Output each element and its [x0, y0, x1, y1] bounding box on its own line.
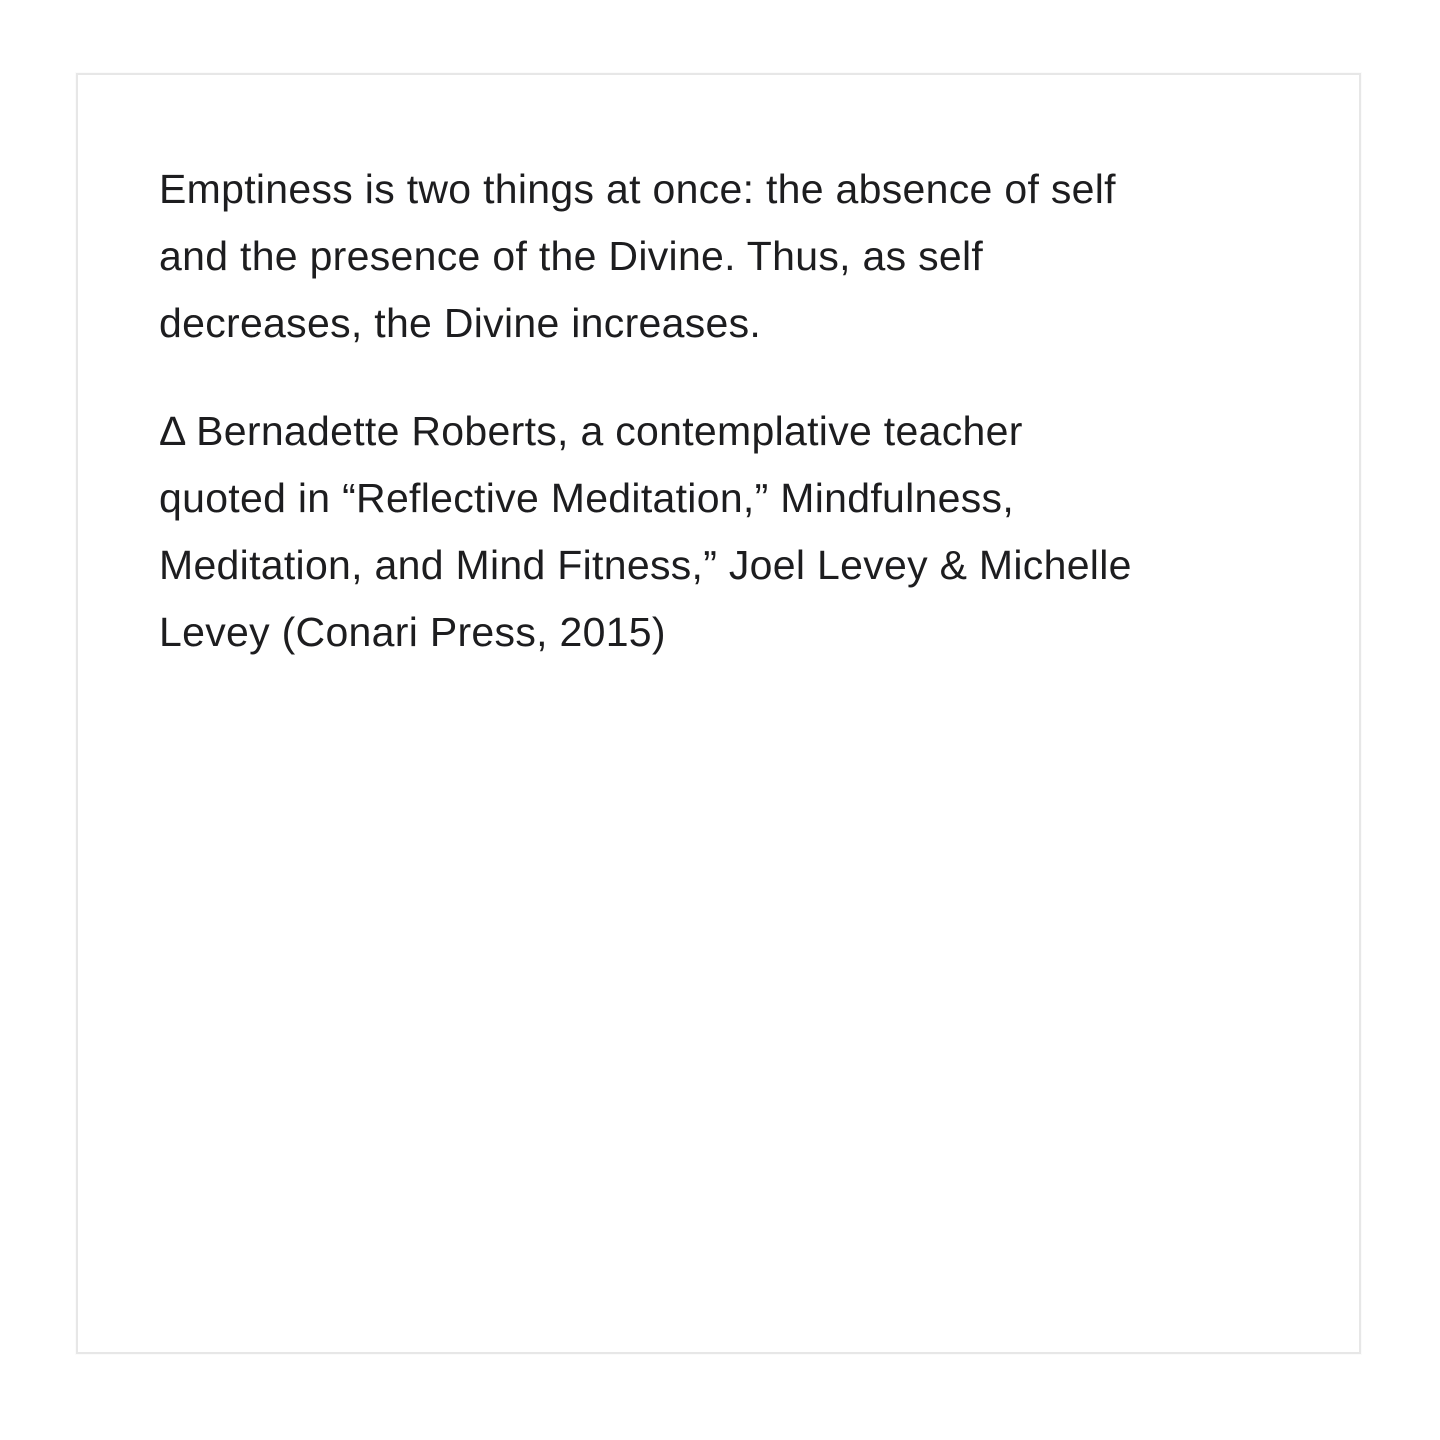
- attribution-line: Meditation, and Mind Fitness,” Joel Levey & Michelle: [159, 542, 1132, 588]
- quote-card-content: [78, 75, 1359, 666]
- attribution-paragraph: [159, 398, 1289, 666]
- attribution-line: Levey (Conari Press, 2015): [159, 609, 666, 655]
- quote-card: [76, 73, 1361, 1354]
- quote-line: and the presence of the Divine. Thus, as self: [159, 233, 984, 279]
- quote-line: decreases, the Divine increases.: [159, 300, 762, 346]
- attribution-line: quoted in “Reflective Meditation,” Mindfulness,: [159, 475, 1015, 521]
- quote-paragraph: [159, 156, 1289, 357]
- attribution-line: Δ Bernadette Roberts, a contemplative teacher: [159, 408, 1023, 454]
- quote-line: Emptiness is two things at once: the absence of self: [159, 166, 1116, 212]
